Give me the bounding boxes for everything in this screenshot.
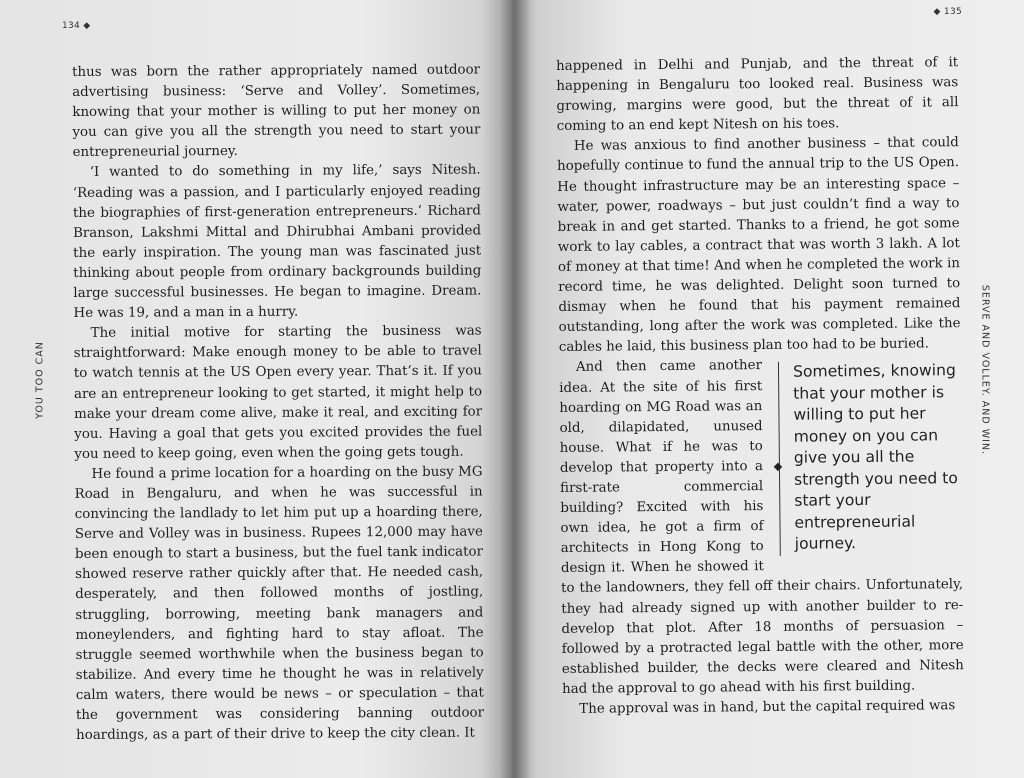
pull-quote-wrap — [559, 355, 964, 700]
right-running-head: SERVE AND VOLLEY. AND WIN. — [979, 284, 991, 456]
left-running-head: YOU TOO CAN — [34, 341, 46, 419]
left-paragraph-1: thus was born the rather appropriately named outdoor advertising business: ‘Serve and Volley’. Sometimes, knowing that your mother is willing to put her money on you can give you all the strength you need to start your entrepreneurial journey. — [72, 62, 481, 161]
left-body-text — [72, 61, 484, 747]
pull-quote — [778, 361, 963, 556]
right-body-text — [556, 53, 964, 720]
left-paragraph-2: ‘I wanted to do something in my life,’ says Nitesh. ‘Reading was a passion, and I particularly enjoyed reading the biographies of first-generation entrepreneurs.’ Richard Branson, Lakshmi Mittal and Dhirubhai Ambani provided the early inspiration. The young man was fascinated just thinking about people from ordinary backgrounds building large successful businesses. He began to imagine. Dream. He was 19, and a man in a hurry. — [72, 162, 482, 322]
left-paragraph-3: The initial motive for starting the business was straightforward: Make enough money to be able to travel to watch tennis at the US Open every year. That’s it. If you are an entrepreneur looking to get started, it might help to make your dream come alive, make it real, and exciting for you. Having a goal that gets you excited provides the fuel you need to keep going, even when the going gets tough. — [73, 323, 483, 462]
left-page-number: 134 ◆ — [62, 21, 91, 31]
right-paragraph-4: The approval was in hand, but the capital required was — [579, 698, 956, 717]
right-page-number: ◆ 135 — [933, 7, 962, 17]
left-paragraph-4: He found a prime location for a hoarding on the busy MG Road in Bengaluru, and when he was successful in convincing the landlady to let him put up a hoarding there, Serve and Volley was in business. Rupees 12,000 may have been enough to start a business, but the fuel tank indicator showed reserve rather quickly after that. He needed cash, desperately, and then followed months of jostling, struggling, borrowing, meeting bank managers and moneylenders, and fighting hard to stay afloat. The struggle seemed worthwhile when the business began to stabilize. And every time he thought he was in relatively calm waters, there would be news – or speculation – that the government was considering banning outdoor hoardings, as a part of their drive to keep the city clean. It — [74, 464, 485, 744]
right-paragraph-1: happened in Delhi and Punjab, and the threat of it happening in Bengaluru too looked real. Business was growing, margins were good, but the threat of it all coming to an end kept Nitesh on his toes. — [556, 55, 959, 135]
right-paragraph-3: And then came another idea. At the site of his first hoarding on MG Road was an old, dilapidated, unused house. What if he was to develop that property into a first-rate commercial building? Excited with his own idea, he got a firm of architects in Hong Kong to design it. When he showed it to the landowners, they fell off their chairs. Unfortunately, they had already signed up with another builder to re-develop that plot. After 18 months of persuasion – followed by a protracted legal battle with the other, more established builder, the decks were cleared and Nitesh had the approval to go ahead with his first building. — [559, 358, 964, 697]
right-paragraph-2: He was anxious to find another business – that could hopefully continue to fund the annual trip to the US Open. He thought infrastructure may be an interesting space – water, power, roadways – but just couldn’t find a way to break in and get started. Thanks to a friend, he got some work to lay cables, a contract that was worth 3 lakh. A lot of money at that time! And when he completed the work in record time, he was delighted. Delight soon turned to dismay when he found that his payment remained outstanding, long after the work was completed. Like the cables he laid, this business plan too had to be buried. — [556, 135, 961, 356]
pull-quote-text: Sometimes, knowing that your mother is willing to put her money on you can give you all the strength you need to start your entrepreneurial journey. — [792, 361, 958, 554]
